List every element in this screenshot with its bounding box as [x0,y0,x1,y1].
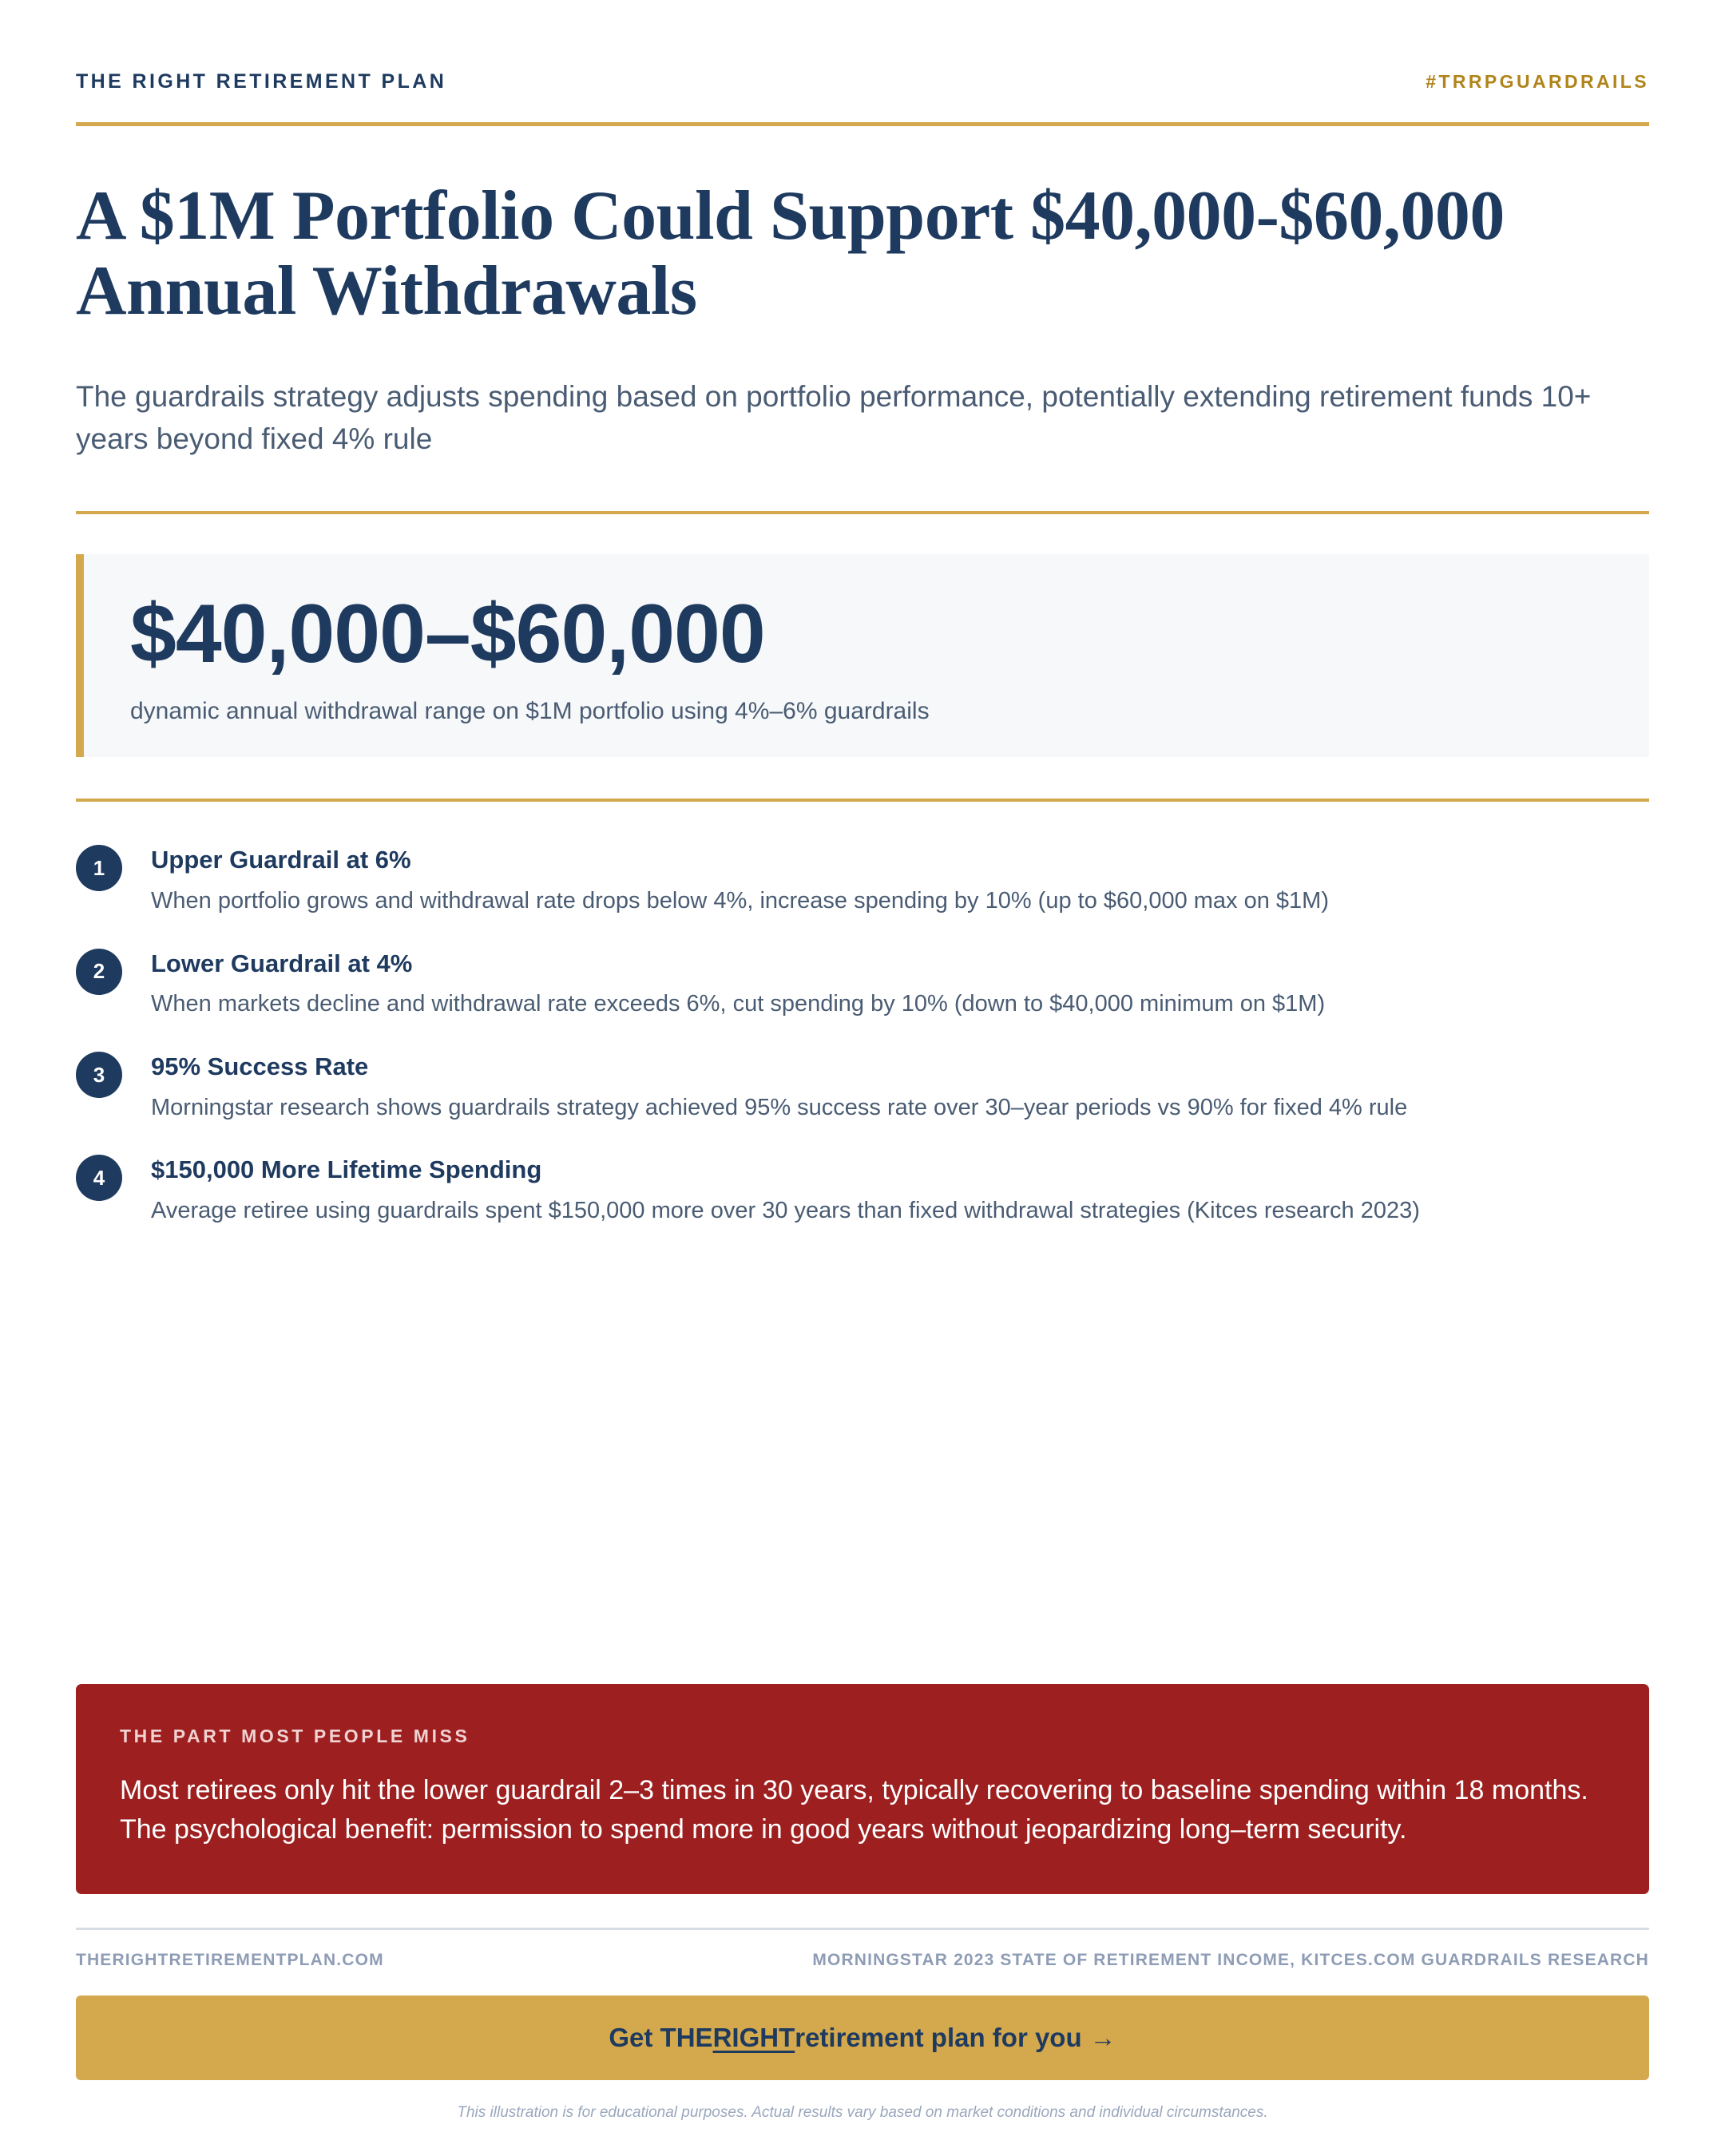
footer-divider [76,1928,1649,1930]
point-title: Upper Guardrail at 6% [151,846,411,874]
point-description: When portfolio grows and withdrawal rate drops below 4%, increase spending by 10% (up to $60,000 max on $1M) [151,888,1329,914]
brand-name: THE RIGHT RETIREMENT PLAN [76,70,447,93]
point-description: Average retiree using guardrails spent $150,000 more over 30 years than fixed withdrawal strategies (Kitces research 2023) [151,1198,1420,1224]
hero-divider [76,511,1649,514]
campaign-hashtag: #TRRPGUARDRAILS [1426,71,1649,92]
point-body [151,1153,1420,1227]
point-body [151,843,1329,917]
point-title: 95% Success Rate [151,1052,369,1081]
list-item [76,1153,1649,1227]
insight-callout [76,1684,1649,1895]
whitespace-spacer [76,1257,1649,1684]
point-description: Morningstar research shows guardrails strategy achieved 95% success rate over 30–year periods vs 90% for fixed 4% rule [151,1094,1408,1120]
point-title: Lower Guardrail at 4% [151,949,413,977]
callout-text: Most retirees only hit the lower guardrail 2–3 times in 30 years, typically recovering to baseline spending within 18 months. The psychological benefit: permission to spend more in good years without jeopardizing long–term security. [120,1774,1588,1845]
header-divider [76,122,1649,126]
page-subtitle: The guardrails strategy adjusts spending based on portfolio performance, potentially extending retirement funds 10+ years beyond fixed 4% rule [76,380,1592,455]
list-item [76,843,1649,917]
point-description: When markets decline and withdrawal rate exceeds 6%, cut spending by 10% (down to $40,000 minimum on $1M) [151,991,1326,1017]
arrow-right-icon: → [1089,2023,1116,2053]
cta-label-prefix: Get THE [609,2023,713,2053]
stat-caption: dynamic annual withdrawal range on $1M portfolio using 4%–6% guardrails [130,697,930,724]
point-number-badge: 4 [76,1155,122,1201]
masthead [76,0,1649,93]
points-list [76,843,1649,1227]
callout-eyebrow: THE PART MOST PEOPLE MISS [120,1725,470,1746]
stat-divider [76,799,1649,802]
legal-disclaimer: This illustration is for educational purposes. Actual results vary based on market conditions and individual circumstances. [457,2104,1268,2122]
cta-label-emphasis: RIGHT [712,2023,795,2053]
point-number-badge: 3 [76,1052,122,1098]
key-stat-box [76,554,1649,757]
point-number-badge: 2 [76,949,122,995]
footer-website: THERIGHTRETIREMENTPLAN.COM [76,1951,384,1970]
footer-sources: MORNINGSTAR 2023 STATE OF RETIREMENT INCOME, KITCES.COM GUARDRAILS RESEARCH [812,1951,1649,1970]
list-item [76,947,1649,1021]
point-number-badge: 1 [76,845,122,891]
list-item [76,1050,1649,1124]
point-body [151,947,1325,1021]
cta-label-suffix: retirement plan for you [795,2023,1082,2053]
point-title: $150,000 More Lifetime Spending [151,1155,542,1184]
footer-meta [76,1951,1649,1970]
point-body [151,1050,1407,1124]
cta-button[interactable] [76,1995,1649,2080]
stat-value: $40,000–$60,000 [130,588,765,681]
page-title: A $1M Portfolio Could Support $40,000-$60,000 Annual Withdrawals [76,177,1505,331]
stat-content [84,554,930,757]
stat-accent-bar [76,554,84,757]
